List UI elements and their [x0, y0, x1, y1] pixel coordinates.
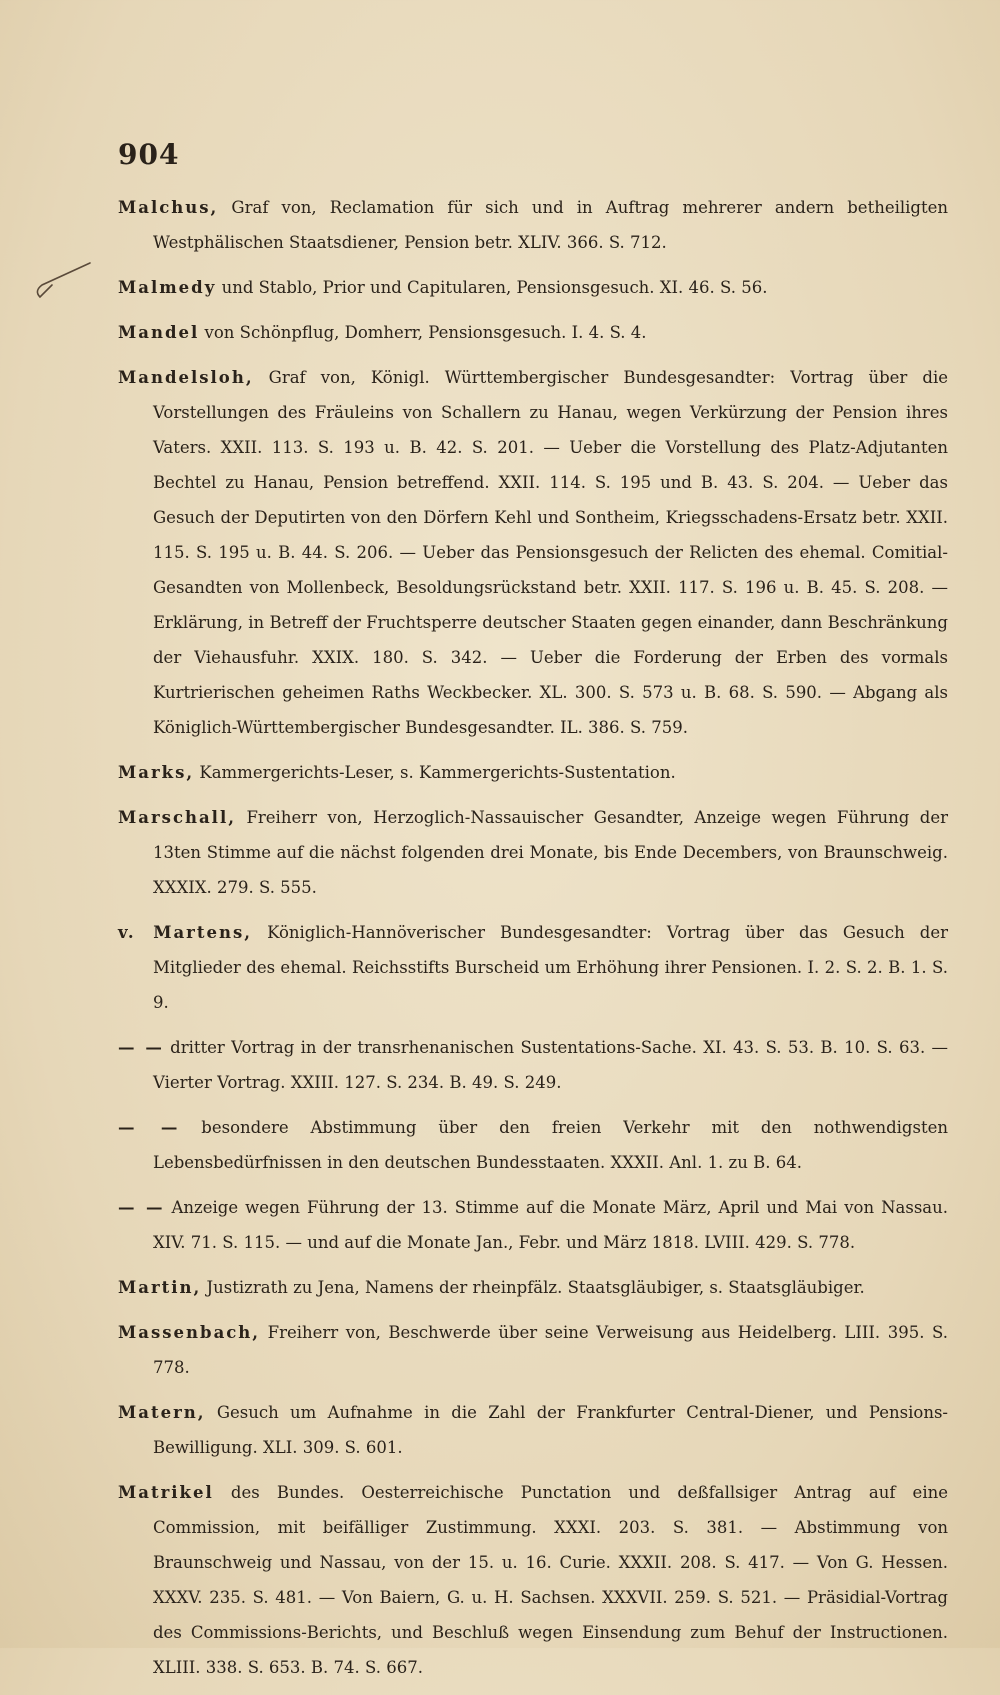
index-entries	[118, 190, 948, 1695]
index-entry	[118, 800, 948, 905]
entry-text: Gesuch um Aufnahme in die Zahl der Frankfurter Central-Diener, und Pensions-Bewilligung. XLI. 309. S. 601.	[153, 1403, 948, 1457]
index-entry	[118, 1110, 948, 1180]
entry-head: — —	[118, 1198, 165, 1217]
entry-head: Malchus,	[118, 198, 219, 217]
index-entry	[118, 1270, 948, 1305]
index-entry	[118, 915, 948, 1020]
index-entry	[118, 755, 948, 790]
entry-text: des Bundes. Oesterreichische Punctation und deßfallsiger Antrag auf eine Commission, mit beifälliger Zustimmung. XXXI. 203. S. 381. — Abstimmung von Braunschweig und Nassau, von der 15. u. 16. Curie. XXXII. 208. S. 417. — Von G. Hessen. XXXV. 235. S. 481. — Von Baiern, G. u. H. Sachsen. XXXVII. 259. S. 521. — Präsidial-Vortrag des Commissions-Berichts, und Beschluß wegen Einsendung zum Behuf der Instructionen. XLIII. 338. S. 653. B. 74. S. 667.	[153, 1483, 948, 1677]
entry-text: Königlich-Hannöverischer Bundesgesandter: Vortrag über das Gesuch der Mitglieder des ehemal. Reichsstifts Burscheid um Erhöhung ihrer Pensionen. I. 2. S. 2. B. 1. S. 9.	[153, 923, 949, 1012]
entry-head: Matern,	[118, 1403, 206, 1422]
entry-head: Marschall,	[118, 808, 236, 827]
entry-head: Malmedy	[118, 278, 217, 297]
pencil-margin-mark	[30, 255, 110, 305]
entry-text: und Stablo, Prior und Capitularen, Pensionsgesuch. XI. 46. S. 56.	[221, 278, 768, 297]
entry-head: — —	[118, 1038, 164, 1057]
index-entry	[118, 1315, 948, 1385]
entry-text: von Schönpflug, Domherr, Pensionsgesuch. I. 4. S. 4.	[204, 323, 647, 342]
entry-text: dritter Vortrag in der transrhenanischen Sustentations-Sache. XI. 43. S. 53. B. 10. S. 63. — Vierter Vortrag. XXIII. 127. S. 234. B. 49. S. 249.	[153, 1038, 949, 1092]
entry-text: Justizrath zu Jena, Namens der rheinpfälz. Staatsgläubiger, s. Staatsgläubiger.	[206, 1278, 865, 1297]
entry-head: Mandel	[118, 323, 200, 342]
entry-head: — —	[118, 1118, 180, 1137]
entry-text: Graf von, Königl. Württembergischer Bundesgesandter: Vortrag über die Vorstellungen des Fräuleins von Schallern zu Hanau, wegen Verkürzung der Pension ihres Vaters. XXII. 113. S. 193 u. B. 42. S. 201. — Ueber die Vorstellung des Platz-Adjutanten Bechtel zu Hanau, Pension betreffend. XXII. 114. S. 195 und B. 43. S. 204. — Ueber das Gesuch der Deputirten von den Dörfern Kehl und Sontheim, Kriegsschadens-Ersatz betr. XXII. 115. S. 195 u. B. 44. S. 206. — Ueber das Pensionsgesuch der Relicten des ehemal. Comitial-Gesandten von Mollenbeck, Besoldungsrückstand betr. XXII. 117. S. 196 u. B. 45. S. 208. — Erklärung, in Betreff der Fruchtsperre deutscher Staaten gegen einander, dann Beschränkung der Viehausfuhr. XXIX. 180. S. 342. — Ueber die Forderung der Erben des vormals Kurtrierischen geheimen Raths Weckbecker. XL. 300. S. 573 u. B. 68. S. 590. — Abgang als Königlich-Württembergischer Bundesgesandter. IL. 386. S. 759.	[153, 368, 948, 737]
entry-head: v. Martens,	[118, 923, 253, 942]
index-entry	[118, 1395, 948, 1465]
index-entry	[118, 1190, 948, 1260]
entry-head: Marks,	[118, 763, 195, 782]
entry-text: besondere Abstimmung über den freien Verkehr mit den nothwendigsten Lebensbedürfnissen in den deutschen Bundesstaaten. XXXII. Anl. 1. zu B. 64.	[153, 1118, 948, 1172]
page-number: 904	[118, 138, 180, 171]
index-entry	[118, 270, 948, 305]
entry-head: Mandelsloh,	[118, 368, 254, 387]
entry-head: Matrikel	[118, 1483, 214, 1502]
index-entry	[118, 190, 948, 260]
index-entry	[118, 360, 948, 745]
entry-text: Graf von, Reclamation für sich und in Auftrag mehrerer andern betheiligten Westphälischen Staatsdiener, Pension betr. XLIV. 366. S. 712.	[153, 198, 949, 252]
index-entry	[118, 315, 948, 350]
entry-text: Freiherr von, Herzoglich-Nassauischer Gesandter, Anzeige wegen Führung der 13ten Stimme auf die nächst folgenden drei Monate, bis Ende Decembers, von Braunschweig. XXXIX. 279. S. 555.	[153, 808, 948, 897]
entry-text: Kammergerichts-Leser, s. Kammergerichts-Sustentation.	[199, 763, 676, 782]
index-entry	[118, 1475, 948, 1685]
entry-head: Martin,	[118, 1278, 202, 1297]
entry-head: Massenbach,	[118, 1323, 261, 1342]
entry-text: Anzeige wegen Führung der 13. Stimme auf die Monate März, April und Mai von Nassau. XIV. 71. S. 115. — und auf die Monate Jan., Febr. und März 1818. LVIII. 429. S. 778.	[153, 1198, 948, 1252]
entry-text: Freiherr von, Beschwerde über seine Verweisung aus Heidelberg. LIII. 395. S. 778.	[153, 1323, 948, 1377]
index-entry	[118, 1030, 948, 1100]
